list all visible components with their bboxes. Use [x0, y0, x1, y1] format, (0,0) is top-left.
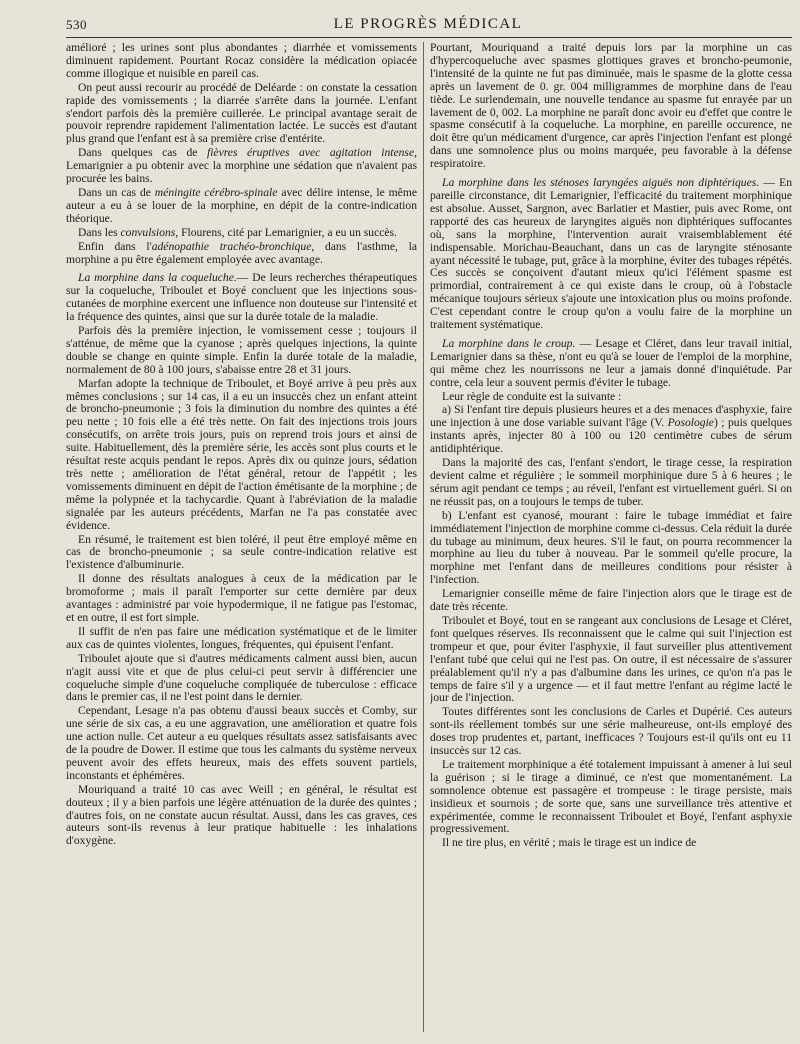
paragraph-text: — En pareille circonstance, dit Lemarignier, l'efficacité du traitement morphinique est absolue. Ausset, Sargnon, avec Barlatier et Mastier, puis avec Rome, ont rapporté des cas heureux de laryngites aiguës non diphtériques suffocantes où, sans la morphine, l'intervention aurait vraisemblablement été indispensable. Morichau-Beauchant, dans un cas de laryngite sténosante ayant nécessité le tubage, put, grâce à la morphine, éviter des tubages répétés. Ces succès se conçoivent d'autant mieux qu'ici l'élément spasme est primordial, contrairement à ce qui existe dans le croup, où à l'obstacle mécanique toujours sérieux s'ajoute une intoxication plus ou moins profonde. C'est cependant contre le croup qu'on a voulu faire de la morphine un traitement systématique.: [430, 176, 792, 332]
paragraph: [430, 706, 792, 758]
paragraph: [430, 615, 792, 705]
paragraph-text: Dans la majorité des cas, l'enfant s'endort, le tirage cesse, la respiration devient calme et régulière ; le sommeil morphinique dure 5 à 6 heures ; le sérum agit pendant ce temps ; au réveil, l'enfant est virtuellement guéri. Si on ne réussit pas, on a toujours le temps de tuber.: [430, 456, 792, 508]
paragraph: [430, 391, 792, 404]
paragraph: [430, 588, 792, 614]
paragraph: [66, 241, 417, 267]
paragraph-text: Il suffit de n'en pas faire une médication systématique et de le limiter aux cas de quintes violentes, longues, fréquentes, qui épuisent l'enfant.: [66, 624, 417, 651]
header-rule: [66, 37, 792, 38]
paragraph: [430, 177, 792, 332]
paragraph-lead: Dans un cas de: [78, 185, 155, 199]
paragraph-text: Triboulet et Boyé, tout en se rangeant aux conclusions de Lesage et Cléret, font quelques réserves. Ils reconnaissent que le calme qui suit l'injection est trompeur et que, pour éviter l'asphyxie, il faut surveiller plus attentivement l'enfant tubé que celui qui ne l'est pas. On outre, il est nécessaire de s'assurer préalablement qu'il n'y a pas d'albumine dans les urines, ce qu'on n'a pas le temps de faire s'il y a urgence — et il faut mettre l'enfant au régime lacté le jour de l'injection.: [430, 613, 792, 705]
paragraph: [66, 272, 417, 324]
paragraph: [430, 759, 792, 836]
paragraph-lead: Dans les: [78, 225, 121, 239]
paragraph-lead: Enfin dans l': [78, 239, 152, 253]
paragraph-text: Parfois dès la première injection, le vomissement cesse ; toujours il s'atténue, de même que la cyanose ; après quelques injections, la quinte double se change en quinte simple. Enfin la durée totale de la maladie, normalement de 80 à 100 jours, s'abaisse entre 28 et 31 jours.: [66, 324, 417, 376]
page-header: [66, 14, 790, 36]
italic-phrase: La morphine dans la coqueluche.: [78, 271, 237, 285]
paragraph-text: amélioré ; les urines sont plus abondantes ; diarrhée et vomissements diminuent rapidement. Pourtant Rocaz considère la médication opiacée comme illogique et nuisible en pareil cas.: [66, 42, 417, 80]
italic-phrase: convulsions: [120, 225, 176, 239]
paragraph-text: , Flourens, cité par Lemarignier, a eu un succès.: [175, 225, 397, 239]
paragraph-text: Marfan adopte la technique de Triboulet, et Boyé arrive à peu près aux mêmes conclusions ; sur 14 cas, il a eu un insuccès chez un enfant atteint de broncho-pneumonie ; 3 fois la diminution du nombre des quintes a été peu nette ; 10 fois elle a été très nette. On fait des injections trois jours consécutifs, on arrête trois jours, puis on reprend trois jours et ainsi de suite. Habituellement, dès la première série, les accès sont plus courts et le résultat reste acquis pendant le repos. Après dix ou quinze jours, sédation très nette ; amélioration de l'état général, retour de l'appétit ; les vomissements diminuent en dépit de l'action émétisante de la morphine ; de même la polypnée et la tachycardie. Quant à l'abréviation de la maladie signalée par les auteurs précédents, Marfan ne l'a pas constatée avec évidence.: [66, 376, 417, 532]
paragraph-text: Mouriquand a traité 10 cas avec Weill ; en général, le résultat est douteux ; il y a bien parfois une légère atténuation de la durée des quintes ; d'autres fois, on ne constate aucun résultat. Aussi, dans les cas graves, ces auteurs sont-ils revenus à leur pratique habituelle : les inhalations d'oxygène.: [66, 782, 417, 848]
paragraph-text: — De leurs recherches thérapeutiques sur la coqueluche, Triboulet et Boyé concluent que les injections sous-cutanées de morphine exercent une influence non douteuse sur l'intensité et la fréquence des quintes, ainsi que sur la durée totale de la maladie.: [66, 271, 417, 324]
paragraph: [66, 653, 417, 705]
paragraph-text: — Lesage et Cléret, dans leur travail initial, Lemarignier dans sa thèse, n'ont eu qu'à se louer de l'emploi de la morphine, qui même chez les nourrissons ne leur a jamais donné d'inquiétude. Par contre, cela leur a souvent permis d'éviter le tubage.: [430, 336, 792, 389]
paragraph-text: b) L'enfant est cyanosé, mourant : faire le tubage immédiat et faire immédiatement l'injection de morphine comme ci-dessus. Cela réduit la durée du tubage au minimum, deux heures. S'il le faut, on pourra recommencer la morphine au lieu du tuber à nouveau. Par le sommeil qu'elle procure, la morphine met l'enfant dans de meilleures conditions pour résister à l'infection.: [430, 508, 792, 587]
italic-phrase: adénopathie trachéo-bronchique: [151, 239, 312, 253]
italic-phrase: La morphine dans le croup.: [442, 336, 576, 350]
paragraph-text: avec délire intense, le même auteur a eu à se louer de la morphine, en dépit de la contre-indication théorique.: [66, 185, 417, 225]
paragraph: [66, 784, 417, 849]
paragraph: [66, 227, 417, 240]
page-number: 530: [66, 17, 87, 32]
italic-phrase: La morphine dans les sténoses laryngées aiguës non diphtériques.: [442, 176, 760, 190]
paragraph-text: On peut aussi recourir au procédé de Deléarde : on constate la cessation rapide des vomissements ; la diarrée s'arrête dans la journée. L'enfant s'endort parfois dès la première cuillerée. Le principal avantage serait de pouvoir reprendre rapidement l'alimentation lactée. Le succès est d'autant plus grand que l'enfant est à sa première crise d'entérite.: [66, 80, 417, 146]
paragraph-text: Pourtant, Mouriquand a traité depuis lors par la morphine un cas d'hypercoqueluche avec spasmes glottiques graves et broncho-peumonie, l'intensité de la quinte ne fut pas diminuée, mais le spasme de la glotte cessa après un lavement de 0. gr. 004 milligrammes de morphine dans de l'eau tiède. Le surlendemain, une nouvelle tendance au spasme fut enrayée par un lavement de 0, 002. La morphine ne paraît donc avoir eu d'effet que contre le spasme consécutif à la coqueluche. La morphine, en pareille occurence, ne doit être qu'un médicament d'urgence, car après l'injection l'enfant est plongé dans une somnolence plus ou moins marquée, peu favorable à la défense respiratoire.: [430, 42, 792, 171]
paragraph: [430, 42, 792, 171]
journal-title: LE PROGRÈS MÉDICAL: [333, 16, 523, 32]
paragraph-text: Triboulet ajoute que si d'autres médicaments calment aussi bien, aucun n'agit aussi vite et que de plus celui-ci peut servir à différencier une coqueluche simple d'une coqueluche compliquée de tuberculose : efficace dans le premier cas, il ne l'est point dans le dernier.: [66, 651, 417, 704]
paragraph-text: Il donne des résultats analogues à ceux de la médication par le bromoforme ; mais il paraît l'emporter sur cette dernière par deux avantages : administré par voie hypodermique, il ne fatigue pas l'estomac, et en outre, il est fort simple.: [66, 572, 417, 624]
paragraph: [66, 378, 417, 533]
paragraph-lead: Dans quelques cas de: [78, 146, 207, 160]
left-column: [66, 42, 417, 1042]
paragraph: [66, 187, 417, 226]
paragraph-text: , dans l'asthme, la morphine a pu être également employée avec avantage.: [66, 239, 417, 266]
paragraph: [430, 457, 792, 509]
paragraph: [430, 338, 792, 390]
column-divider: [423, 42, 424, 1032]
paragraph-text: Leur règle de conduite est la suivante :: [442, 389, 622, 403]
paragraph: [430, 837, 792, 850]
paragraph-text: Toutes différentes sont les conclusions de Carles et Dupérié. Ces auteurs sont-ils réellement tombés sur une série malheureuse, ont-ils employé des doses trop prudentes et, partant, inefficaces ? Toujours est-il qu'ils ont eu 11 insuccès sur 12 cas.: [430, 705, 792, 758]
paragraph-text: Lemarignier conseille même de faire l'injection alors que le tirage est de date très récente.: [430, 587, 792, 614]
paragraph: [430, 404, 792, 456]
italic-phrase: méningite cérébro-spinale: [154, 185, 278, 199]
paragraph: [430, 510, 792, 587]
paragraph: [66, 573, 417, 625]
paragraph-text: Lemarignier a pu obtenir avec la morphine une sédation que n'avaient pas procurée les bains.: [66, 159, 417, 186]
italic-phrase: Posologie: [667, 416, 714, 430]
paragraph: [66, 325, 417, 377]
paragraph-lead: a) Si l'enfant tire depuis plusieurs heures et a des menaces d'asphyxie, faire une injection à une dose variable suivant l'âge (V.: [430, 403, 792, 430]
paragraph-text: Il ne tire plus, en vérité ; mais le tirage est un indice de: [442, 836, 697, 850]
italic-phrase: fièvres éruptives avec agitation intense,: [206, 146, 417, 160]
right-column: [430, 42, 792, 1042]
paragraph: [66, 147, 417, 186]
paragraph: [66, 42, 417, 81]
paragraph: [66, 626, 417, 652]
paragraph: [66, 705, 417, 782]
paragraph-text: Le traitement morphinique a été totalement impuissant à amener à lui seul la guérison ; si le tirage a diminué, ce n'est que momentanément. La somnolence obtenue est passagère et trompeuse : le tirage persiste, mais insidieux et sournois ; de sorte que, sans une surveillance très attentive et expérimentée, comme le reconnaissent Triboulet et Boyé, l'enfant asphyxie progressivement.: [430, 757, 792, 836]
paragraph: [66, 534, 417, 573]
paragraph-text: ) ; puis quelques instants après, injecter 80 à 100 ou 120 centimètre cubes de sérum antidiphtérique.: [430, 416, 792, 456]
paragraph: [66, 82, 417, 147]
paragraph-text: Cependant, Lesage n'a pas obtenu d'aussi beaux succès et Comby, sur une série de six cas, a eu une aggravation, une amélioration et quatre fois une action nulle. Cet auteur a eu quelques résultats assez satisfaisants avec de la poudre de Dower. Il estime que tous les calmants du système nerveux peuvent avoir des effets heureux, mais des effets souvent partiels, inconstants et éphémères.: [66, 704, 417, 782]
paragraph-text: En résumé, le traitement est bien toléré, il peut être employé même en cas de broncho-pneumonie ; sa seule contre-indication relative est l'existence d'albuminurie.: [66, 532, 417, 572]
